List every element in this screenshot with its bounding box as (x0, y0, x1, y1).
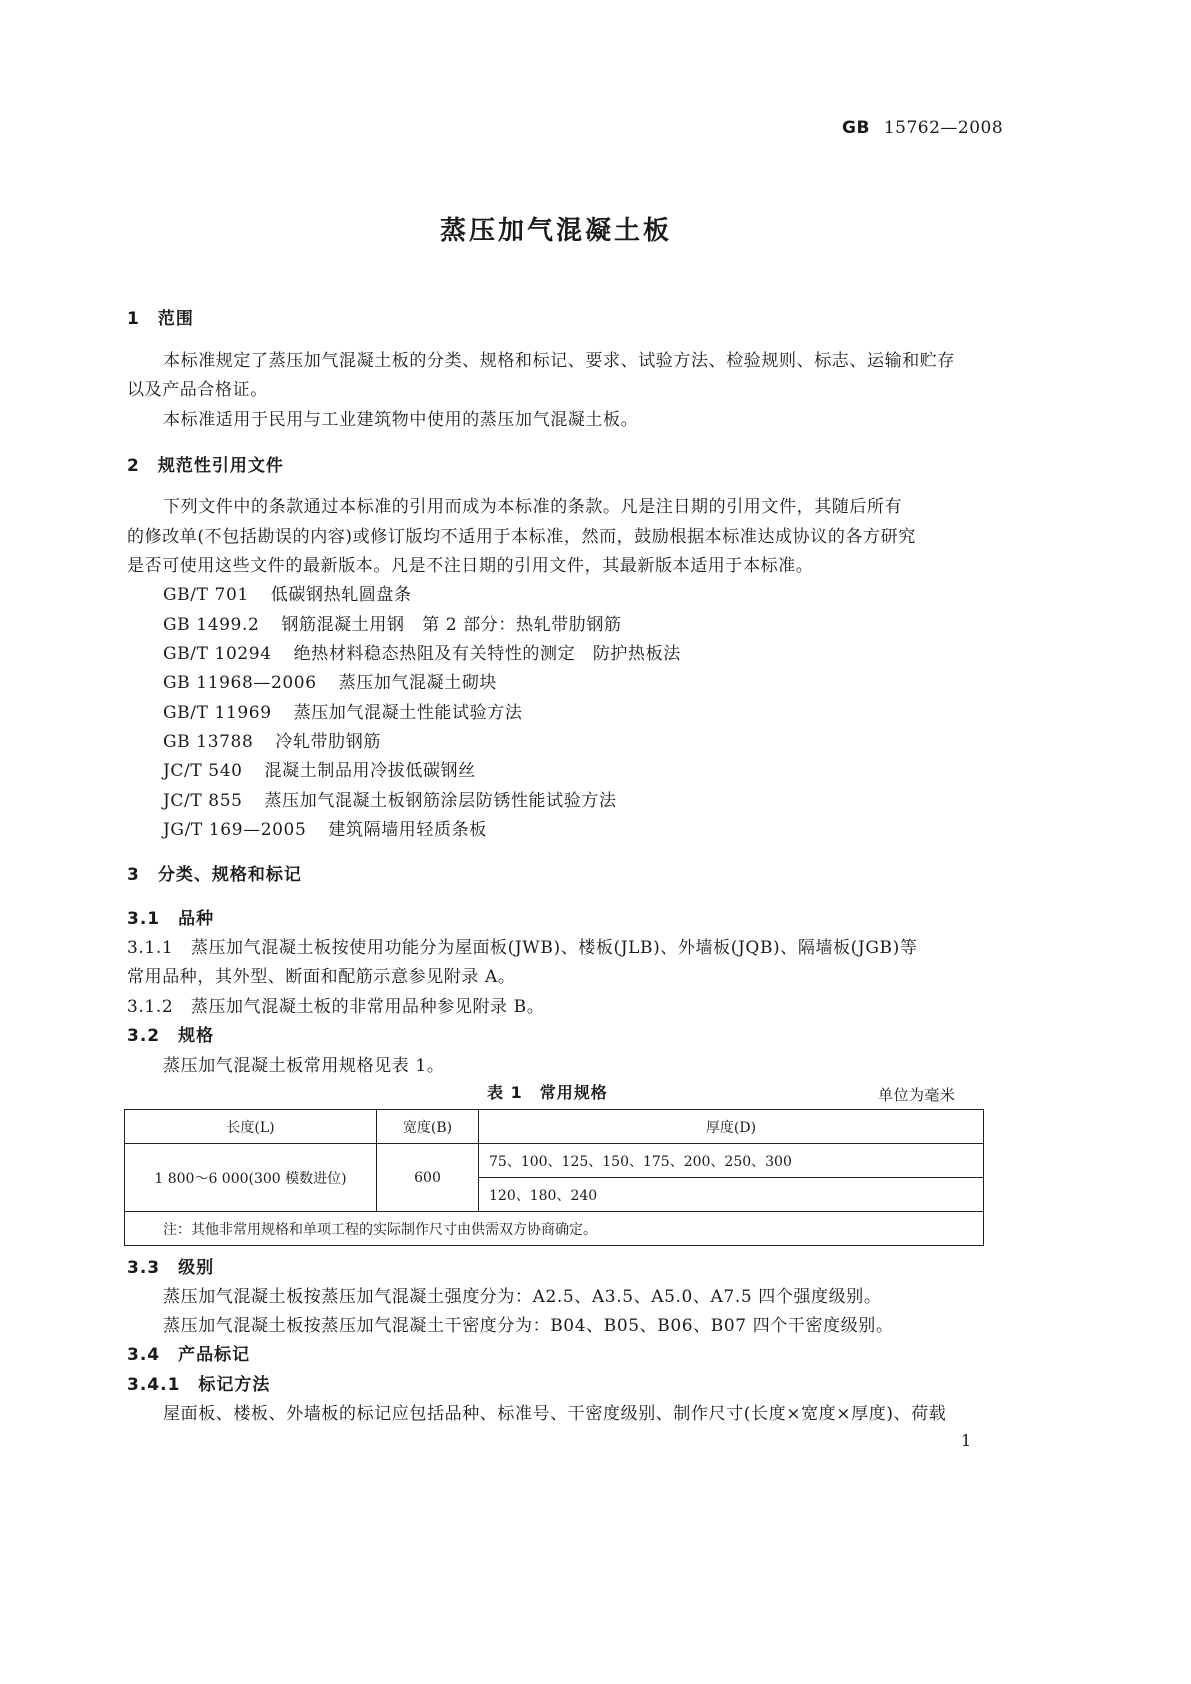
reference-code: GB 13788 (163, 732, 254, 752)
table-cell-width: 600 (377, 1144, 479, 1212)
reference-code: GB/T 701 (163, 585, 249, 605)
reference-code: GB/T 11969 (163, 703, 272, 723)
table-note: 注：其他非常用规格和单项工程的实际制作尺寸由供需双方协商确定。 (125, 1212, 984, 1246)
section-3-3-heading: 3.3 级别 (127, 1258, 215, 1278)
section-3-4-1-text: 屋面板、楼板、外墙板的标记应包括品种、标准号、干密度级别、制作尺寸(长度×宽度×厚度)、荷载 (163, 1404, 947, 1424)
document-title: 蒸压加气混凝土板 (440, 216, 673, 246)
reference-title: 钢筋混凝土用钢 第 2 部分：热轧带肋钢筋 (281, 615, 622, 635)
section-1-para1-line1: 本标准规定了蒸压加气混凝土板的分类、规格和标记、要求、试验方法、检验规则、标志、运输和贮存 (163, 351, 955, 371)
reference-title: 混凝土制品用冷拔低碳钢丝 (264, 761, 476, 781)
table-header-row (125, 1110, 984, 1144)
reference-item (163, 756, 476, 781)
reference-title: 蒸压加气混凝土板钢筋涂层防锈性能试验方法 (264, 791, 617, 811)
reference-code: GB 1499.2 (163, 615, 260, 635)
reference-title: 建筑隔墙用轻质条板 (328, 820, 487, 840)
reference-code: JC/T 855 (163, 791, 243, 811)
reference-code: JC/T 540 (163, 761, 243, 781)
table-cell-thickness: 120、180、240 (479, 1178, 984, 1212)
standard-number (842, 118, 1003, 138)
reference-item (163, 786, 617, 811)
reference-title: 绝热材料稳态热阻及有关特性的测定 防护热板法 (293, 644, 681, 664)
spec-table (124, 1109, 984, 1246)
section-2-intro-line2: 的修改单(不包括勘误的内容)或修订版均不适用于本标准，然而，鼓励根据本标准达成协议的各方研究 (127, 527, 916, 547)
section-3-3-line2: 蒸压加气混凝土板按蒸压加气混凝土干密度分为：B04、B05、B06、B07 四个干密度级别。 (163, 1316, 894, 1336)
table-row (125, 1144, 984, 1178)
table-note-row (125, 1212, 984, 1246)
reference-code: JG/T 169—2005 (163, 820, 307, 840)
table-cell-thickness: 75、100、125、150、175、200、250、300 (479, 1144, 984, 1178)
section-3-1-1-line2: 常用品种，其外型、断面和配筋示意参见附录 A。 (127, 967, 516, 987)
reference-title: 蒸压加气混凝土性能试验方法 (293, 703, 523, 723)
reference-title: 低碳钢热轧圆盘条 (270, 585, 412, 605)
reference-item (163, 610, 622, 635)
section-3-2-text: 蒸压加气混凝土板常用规格见表 1。 (163, 1056, 445, 1076)
section-1-para2: 本标准适用于民用与工业建筑物中使用的蒸压加气混凝土板。 (163, 410, 639, 430)
section-2-intro-line1: 下列文件中的条款通过本标准的引用而成为本标准的条款。凡是注日期的引用文件，其随后所有 (163, 497, 903, 517)
table-header-length: 长度(L) (125, 1110, 377, 1144)
section-3-4-1-heading: 3.4.1 标记方法 (127, 1375, 271, 1395)
section-3-1-heading: 3.1 品种 (127, 909, 215, 929)
table-cell-length: 1 800～6 000(300 模数进位) (125, 1144, 377, 1212)
section-3-4-heading: 3.4 产品标记 (127, 1345, 251, 1365)
reference-code: GB 11968—2006 (163, 673, 317, 693)
table-header-thickness: 厚度(D) (479, 1110, 984, 1144)
standard-year: 15762—2008 (883, 118, 1004, 138)
reference-item (163, 668, 497, 693)
section-3-2-heading: 3.2 规格 (127, 1026, 215, 1046)
section-1-para1-line2: 以及产品合格证。 (127, 380, 268, 400)
section-3-1-2: 3.1.2 蒸压加气混凝土板的非常用品种参见附录 B。 (127, 997, 545, 1017)
standard-prefix: GB (842, 118, 870, 138)
page-number: 1 (961, 1431, 972, 1450)
reference-code: GB/T 10294 (163, 644, 272, 664)
table-caption: 表 1 常用规格 (487, 1083, 608, 1102)
reference-title: 冷轧带肋钢筋 (275, 732, 381, 752)
reference-title: 蒸压加气混凝土砌块 (338, 673, 498, 693)
section-2-intro-line3: 是否可使用这些文件的最新版本。凡是不注日期的引用文件，其最新版本适用于本标准。 (127, 556, 814, 576)
reference-item (163, 639, 681, 664)
section-3-1-1-line1: 3.1.1 蒸压加气混凝土板按使用功能分为屋面板(JWB)、楼板(JLB)、外墙板(JQB)、隔墙板(JGB)等 (127, 938, 918, 958)
reference-item (163, 580, 412, 605)
reference-item (163, 698, 522, 723)
section-3-3-line1: 蒸压加气混凝土板按蒸压加气混凝土强度分为：A2.5、A3.5、A5.0、A7.5 四个强度级别。 (163, 1287, 882, 1307)
section-3-heading: 3 分类、规格和标记 (127, 865, 302, 885)
table-unit: 单位为毫米 (878, 1086, 956, 1104)
reference-item (163, 727, 381, 752)
table-header-width: 宽度(B) (377, 1110, 479, 1144)
section-1-heading: 1 范围 (127, 309, 194, 329)
section-2-heading: 2 规范性引用文件 (127, 456, 284, 476)
reference-item (163, 815, 487, 840)
